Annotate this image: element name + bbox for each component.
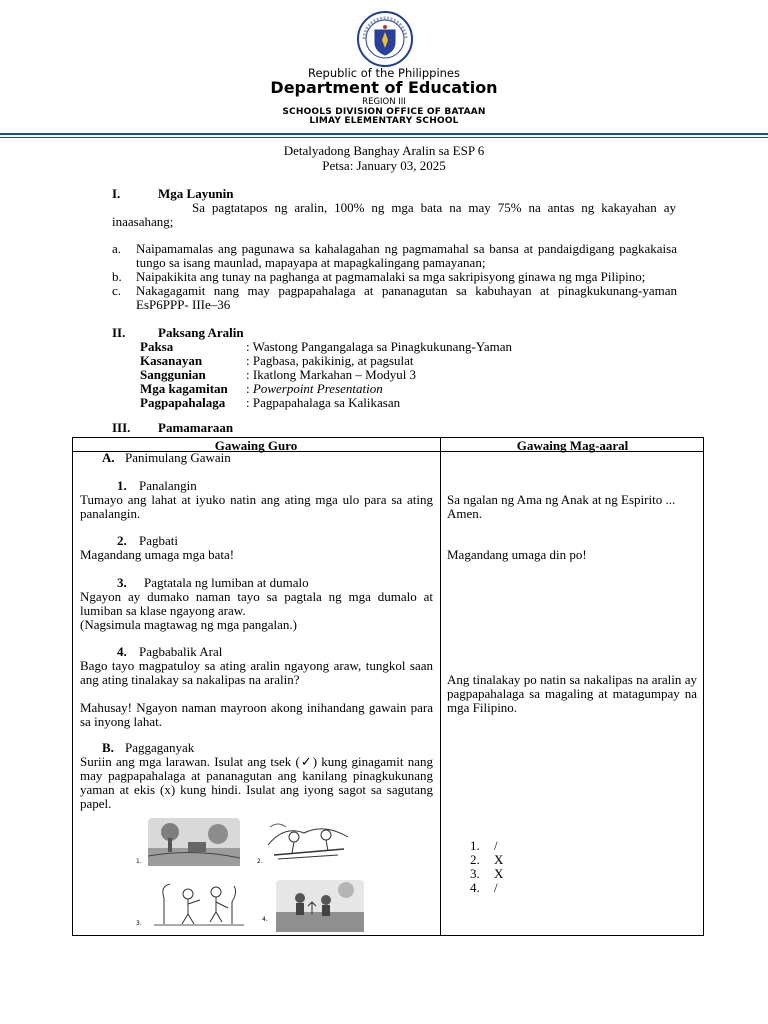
part-b-label: Paggaganyak [125, 740, 195, 755]
tree-cutting-picture [154, 878, 244, 928]
section-2-numeral: II. [112, 325, 126, 340]
step-1-title: Panalangin [139, 478, 197, 493]
deped-seal-icon [352, 10, 418, 68]
objective-intro-cont: inaasahang; [112, 214, 174, 229]
school-label: LIMAY ELEMENTARY SCHOOL [309, 116, 459, 126]
objective-text: Naipakikita ang tunay na paghanga at pagmamalaki sa mga sakripisyong ginawa ng mga Pilipino; [136, 269, 646, 284]
subject-key: Sanggunian [140, 367, 206, 382]
step-1-number: 1. [117, 478, 127, 493]
answer-item [470, 881, 503, 895]
step-3-number: 3. [117, 575, 127, 590]
step-2-student-text: Magandang umaga din po! [447, 547, 587, 562]
subject-row [140, 382, 700, 396]
section-3-heading: Pamamaraan [158, 420, 234, 435]
objective-item [112, 270, 677, 284]
subject-row [140, 396, 700, 410]
subject-key: Mga kagamitan [140, 381, 228, 396]
document-date: Petsa: January 03, 2025 [322, 158, 446, 173]
tree-planting-picture [276, 880, 364, 932]
logging-scene-picture [264, 815, 356, 863]
answer-value: X [494, 852, 504, 867]
answer-item [470, 867, 503, 881]
objectives-list [112, 242, 677, 312]
answer-number: 3. [470, 866, 480, 881]
subject-key: Paksa [140, 339, 174, 354]
picture-label: 3. [136, 920, 142, 927]
section-1-heading: Mga Layunin [158, 186, 234, 201]
objective-item [112, 242, 677, 270]
division-label: SCHOOLS DIVISION OFFICE OF BATAAN [282, 107, 486, 117]
answer-value: / [494, 838, 498, 853]
step-2-title: Pagbati [139, 533, 178, 548]
picture-label: 1. [136, 858, 142, 865]
objective-marker: a. [112, 241, 122, 256]
republic-label: Republic of the Philippines [307, 66, 461, 80]
picture-label: 4. [262, 916, 268, 923]
subject-row [140, 340, 700, 354]
step-1-teacher-text: Tumayo ang lahat at iyuko natin ang ating mga ulo para sa ating panalangin. [80, 492, 433, 521]
picture-label: 2. [257, 858, 263, 865]
subject-value-italic: Powerpoint Presentation [252, 381, 383, 396]
objective-text: Naipamamalas ang pagunawa sa kahalagahan ng pagmamahal sa bansa at pandaigdigang pagkakaisa tungo sa isang maunlad, mapayapa at mapagkalingang pamayanan; [136, 241, 677, 270]
section-2-heading: Paksang Aralin [158, 325, 244, 340]
objective-marker: c. [112, 283, 122, 298]
answer-item [470, 839, 503, 853]
step-2-number: 2. [117, 533, 127, 548]
step-4-teacher-text-2: Mahusay! Ngayon naman mayroon akong inihandang gawain para sa inyong lahat. [80, 700, 433, 729]
part-a-marker: A. [102, 450, 115, 465]
objective-marker: b. [112, 269, 122, 284]
section-3-numeral: III. [112, 420, 131, 435]
objective-text: Nakagagamit nang may pagpapahalaga at pananagutan sa kabuhayan at pinagkukunang-yaman EsP6PPP- IIIe–36 [136, 283, 677, 312]
farm-scene-picture [148, 818, 240, 866]
subject-value: : Ikatlong Markahan – Modyul 3 [246, 367, 417, 382]
step-4-student-text: Ang tinalakay po natin sa nakalipas na aralin ay pagpapahalaga sa magaling at matagumpay na mga Filipino. [447, 672, 697, 715]
answer-number: 2. [470, 852, 480, 867]
objective-intro: Sa pagtatapos ng aralin, 100% ng mga bata na may 75% na antas ng kakayahan ay [192, 200, 676, 215]
part-b-teacher-text: Suriin ang mga larawan. Isulat ang tsek (✓) kung ginagamit nang may pagpapahalaga at pananagutan ang kanilang pinagkukunang yaman at ekis (x) kung hindi. Isulat ang iyong sagot sa sagutang papel. [80, 754, 433, 811]
step-3-title: Pagtatala ng lumiban at dumalo [144, 575, 309, 590]
part-a-label: Panimulang Gawain [125, 450, 231, 465]
subject-value: : Wastong Pangangalaga sa Pinagkukunang-Yaman [246, 339, 513, 354]
step-1-student-text: Sa ngalan ng Ama ng Anak at ng Espirito ... Amen. [447, 492, 676, 521]
document-title: Detalyadong Banghay Aralin sa ESP 6 [283, 143, 485, 158]
answer-item [470, 853, 503, 867]
subject-details [140, 340, 700, 410]
region-label: REGION III [362, 97, 406, 107]
step-2-teacher-text: Magandang umaga mga bata! [80, 547, 235, 562]
answer-number: 1. [470, 838, 480, 853]
subject-key: Kasanayan [140, 353, 203, 368]
header-divider-thin [0, 137, 768, 138]
header-divider [0, 133, 768, 135]
column-header-teacher: Gawaing Guro [214, 438, 298, 453]
department-title: Department of Education [270, 78, 498, 97]
subject-value: : Pagpapahalaga sa Kalikasan [246, 395, 401, 410]
step-4-teacher-text: Bago tayo magpatuloy sa ating aralin ngayong araw, tungkol saan ang ating tinalakay sa nakalipas na aralin? [80, 658, 433, 687]
table-column-divider [440, 437, 441, 936]
step-3-teacher-note: (Nagsimula magtawag ng mga pangalan.) [80, 617, 297, 632]
subject-value: : Pagbasa, pakikinig, at pagsulat [246, 353, 414, 368]
answer-value: / [494, 880, 498, 895]
answer-value: X [494, 866, 504, 881]
answers-list [470, 839, 503, 895]
subject-row [140, 354, 700, 368]
subject-row [140, 368, 700, 382]
objective-item [112, 284, 677, 312]
section-1-numeral: I. [112, 186, 121, 201]
subject-value-colon: : [246, 381, 253, 396]
step-3-teacher-text: Ngayon ay dumako naman tayo sa pagtala ng mga dumalo at lumiban sa klase ngayong araw. [80, 589, 433, 618]
step-4-number: 4. [117, 644, 127, 659]
subject-value [246, 382, 700, 396]
step-4-title: Pagbabalik Aral [139, 644, 223, 659]
answer-number: 4. [470, 880, 480, 895]
part-b-marker: B. [102, 740, 114, 755]
subject-key: Pagpapahalaga [140, 395, 226, 410]
column-header-student: Gawaing Mag-aaral [516, 438, 629, 453]
